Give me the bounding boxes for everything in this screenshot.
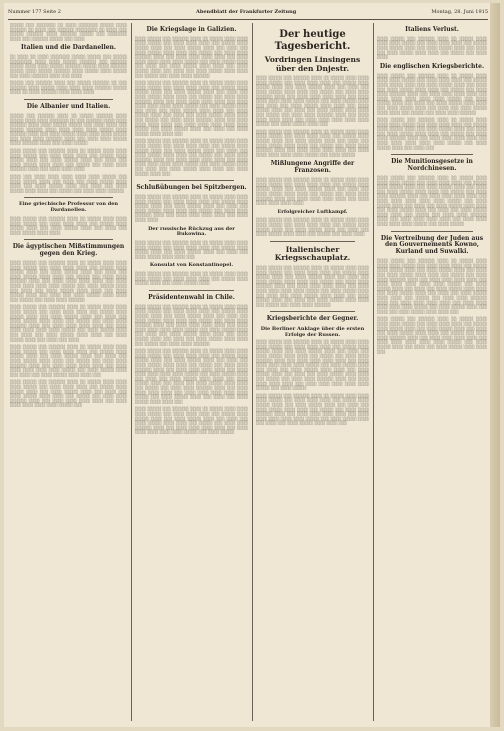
body-text: ░░░░ ░░░░░ ░░░ ░░░░░░ ░░░░ ░░ ░░░░░ ░░░░ ░░░░ ░░░░ ░░░░░ ░░░ ░░░░ ░░░░ ░░░░ ░░░ ░░░░░ ░░░░ ░░░░░ ░░░░ ░░░ ░░░░ ░░░░░ ░░░░ ░░░ ░░░░ ░░░ ░░░░ ░░░░░ ░░░░ ░░░░ ░░░ ░░░░░ ░░░ ░░░░ ░░░░ ░░░░░░ ░░░░ ░░░ ░░░░ ░░░░ ░░░░ ░░░░ ░░░ ░░░░ ░░░░ ░░░░ ░░░░ ░░░░ ░░░░░ ░░░ ░░░░ ░░░░░ ░░░░ ░░░ ░░░░ ░░░ ░░░░ ░░░░░ ░░░░ ░░░░ ░░░ ░░░░ ░░░░░ ░░░░ ░░░ ░░░░ ░░░ ░░░░ ░░░░░ ░░░░ ░░░░ ░░░ ░░░░░ ░░░ ░░░░ ░░░░ ░░░░░░ ░░░░ ░░░ ░░░░ ░░░░ ░░░░ ░░░░ ░░░ ░░░░ ░░░░ ░░░░ ░░░░ ░░░░ ░░░░░ ░░░ ░░░░ ░░░░░ ░░░░ ░░░ ░░░░ ░░░ ░░░░ ░░░░░ ░░░░ ░░░░ ░░░ — [135, 349, 248, 404]
column-rule — [131, 23, 132, 721]
body-text: ░░░░ ░░░░░ ░░░ ░░░░░░ ░░░░ ░░ ░░░░░ ░░░░ ░░░░ ░░░░ ░░░░░ ░░░ ░░░░ ░░░░ ░░░░ ░░░ ░░░░░ ░░░░ ░░░░░ ░░░░ ░░░ ░░░░ ░░░░░ ░░░░ ░░░ ░░░░ ░░░ ░░░░ ░░░░░ ░░░░ ░░░░ ░░░ ░░░░░ ░░░ ░░░░ ░░░░ ░░░░░░ ░░░░ ░░░ ░░░░ ░░░░ ░░░░ — [10, 149, 127, 172]
body-text: ░░░░ ░░░░░ ░░░ ░░░░░░ ░░░░ ░░ ░░░░░ ░░░░ ░░░░ ░░░░ ░░░░░ ░░░ ░░░░ ░░░░ ░░░░ ░░░ ░░░░░ ░░░░ ░░░░░ ░░░░ ░░░ ░░░░ ░░░░░ ░░░░ ░░░ ░░░░ ░░░ ░░░░ ░░░░░ ░░░░ ░░░░ ░░░ ░░░░░ ░░░ ░░░░ ░░░░ — [256, 218, 369, 237]
article-heading: Italienischer Kriegsschauplatz. — [274, 244, 351, 263]
column-2 — [135, 23, 248, 723]
body-text: ░░░░ ░░░░░ ░░░ ░░░░░░ ░░░░ ░░ ░░░░░ ░░░░ ░░░░ ░░░░ ░░░░░ ░░░ ░░░░ ░░░░ ░░░░ ░░░ ░░░░░ ░░░░ ░░░░░ ░░░░ ░░░ ░░░░ ░░░░░ ░░░░ ░░░ ░░░░ ░░░ ░░░░ ░░░░░ ░░░░ ░░░░ ░░░ ░░░░░ ░░░ ░░░░ ░░░░ ░░░░░░ ░░░░ ░░░ ░░░░ ░░░░ ░░░░ ░░░░ ░░░ ░░░░ ░░░░ ░░░░ ░░░░ ░░░░ ░░░░░ ░░░ ░░░░ ░░░░░ ░░░░ ░░░ ░░░░ ░░░ ░░░░ ░░░░░ ░░░░ ░░░░ ░░░ ░░░░ ░░░░░ ░░░░ ░░░ ░░░░ ░░░ ░░░░ ░░░░░ ░░░░ ░░░░ ░░░ ░░░░░ ░░░ ░░░░ ░░░░ ░░░░░░ ░░░░ ░░░ ░░░░ ░░░░ ░░░░ ░░░░ ░░░ ░░░░ ░░░░ ░░░░ ░░░░ ░░░░ ░░░░░ ░░░ ░░░░ ░░░░░ ░░░░ ░░░ — [256, 76, 369, 127]
body-text: ░░ ░░░░ ░░ ░░░░ ░░░░░░░ ░░░░░ ░░░░░ ░░░ ░░░░░ ░░░░░░░░ ░░░░ ░░░░ ░░░░░ ░░░░░░ ░░░ ░░░░░░ ░░░░░ ░░░░ ░░░░ ░░░░░ ░░░░░░ ░░░░░ ░░░░ ░░░░░░ ░░░░░ ░░░░ ░░░░░ ░░░░░░ ░░░░ ░░░░░ ░░░░ ░░░░░ ░░░ ░░░░ ░░░░░░ ░░░░ ░░░ ░░░░ — [10, 55, 127, 78]
page-fold-shadow — [490, 3, 500, 727]
body-text: ░░░░ ░░░░░ ░░░ ░░░░░░ ░░░░ ░░ ░░░░░ ░░░░ ░░░░ ░░░░ ░░░░░ ░░░ ░░░░ ░░░░ ░░░░ ░░░ ░░░░░ ░░░░ ░░░░░ ░░░░ ░░░ ░░░░ ░░░░░ ░░░░ ░░░ ░░░░ ░░░ ░░░░ ░░░░░ ░░░░ ░░░░ ░░░ ░░░░░ ░░░ ░░░░ ░░░░ ░░░░░░ ░░░░ ░░░ ░░░░ ░░░░ ░░░░ ░░░░ ░░░ ░░░░ ░░░░ ░░░░ ░░░░ ░░░░ ░░░░░ ░░░ ░░░░ ░░░░░ ░░░░ ░░░ ░░░░ ░░░ ░░░░ ░░░░░ ░░░░ ░░░░ ░░░ — [10, 345, 127, 377]
issue-date: Montag, 28. Juni 1915 — [431, 9, 488, 15]
article-heading: Die Kriegslage in Galizien. — [146, 26, 237, 33]
body-text: ░░░░ ░░░░░ ░░░ ░░░░░░ ░░░░ ░░ ░░░░░ ░░░░ ░░░░ ░░░░ ░░░░░ ░░░ ░░░░ ░░░░ ░░░░ ░░░ ░░░░░ ░░░░ ░░░░░ ░░░░ ░░░ ░░░░ ░░░░░ ░░░░ ░░░ ░░░░ ░░░ ░░░░ ░░░░░ ░░░░ ░░░░ — [10, 216, 127, 235]
body-text: ░░░░ ░░░░░ ░░░ ░░░░░░ ░░░░ ░░ ░░░░░ ░░░░ ░░░░ ░░░░ ░░░░░ ░░░ ░░░░ ░░░░ ░░░░ ░░░ ░░░░░ ░░░░ ░░░░░ ░░░░ ░░░ ░░░░ ░░░░░ ░░░░ ░░░ ░░░░ ░░░ ░░░░ ░░░░░ ░░░░ ░░░░ ░░░ ░░░░░ ░░░ ░░░░ ░░░░ ░░░░░░ ░░░░ ░░░ ░░░░ ░░░░ ░░░░ ░░░░ ░░░ ░░░░ ░░░░ ░░░░ ░░░░ ░░░░ ░░░░░ ░░░ ░░░░ ░░░░░ ░░░░ ░░░ ░░░░ ░░░ ░░░░ ░░░░░ ░░░░ ░░░░ ░░░ ░░░░ ░░░░░ ░░░░ ░░░ ░░░░ ░░░ ░░░░ ░░░░░ ░░░░ ░░░░ ░░░ ░░░░░ ░░░ ░░░░ ░░░░ ░░░░░░ ░░░░ ░░░ ░░░░ ░░░░ ░░░░ ░░░░ ░░░ ░░░░ ░░░░ ░░░░ ░░░░ ░░░░ ░░░░░ ░░░ ░░░░ ░░░░░ ░░░░ ░░░ ░░░░ ░░░ ░░░░ ░░░░░ ░░░░ ░░░░ ░░░ — [377, 259, 487, 314]
body-text: ░░░░ ░░░░░ ░░░ ░░░░░░ ░░░░ ░░ ░░░░░ ░░░░ ░░░░ ░░░░ ░░░░░ ░░░ ░░░░ ░░░░ ░░░░ ░░░ ░░░░░ ░░░░ ░░░░░ ░░░░ ░░░ ░░░░ ░░░░░ ░░░░ ░░░ ░░░░ ░░░ ░░░░ ░░░░░ ░░░░ ░░░░ ░░░ ░░░░░ ░░░ ░░░░ ░░░░ ░░░░░░ ░░░░ ░░░ ░░░░ ░░░░ ░░░░ ░░░░ ░░░ ░░░░ ░░░░ ░░░░ ░░░░ ░░░░ — [256, 178, 369, 206]
column-3 — [256, 23, 369, 723]
column-rule — [373, 23, 374, 721]
column-rule — [252, 23, 253, 721]
article-heading: Italiens Verlust. — [405, 26, 459, 33]
column-4 — [377, 23, 487, 723]
body-text: ░░░░ ░░░ ░░░░ ░░░░ ░░░░ ░░░░ ░░░░ ░░░░░ ░░░ ░░░░ ░░░░░ ░░░░ ░░░ ░░░░ ░░░ ░░░░ ░░░░░ ░░░░ ░░░░ ░░░ ░░░░ ░░░░░ ░░░░ ░░░ ░░░░ ░░░ ░░░░ ░░░░░ ░░░░ ░░░░ ░░░ ░░░░░ ░░░ ░░░░ ░░░░ ░░░░░░ — [10, 175, 127, 193]
page-number: Nummer 177 Seite 2 — [8, 9, 61, 15]
article-heading: Der russische Rückzug aus der Bukowina. — [148, 225, 235, 238]
body-text: ░░░░ ░░░░░ ░░░ ░░░░░░ ░░░░ ░░ ░░░░░ ░░░░ ░░░░ ░░░░ ░░░░░ ░░░ ░░░░ ░░░░ ░░░░ ░░░ ░░░░░ ░░░░ ░░░░░ ░░░░ ░░░ ░░░░ ░░░░░ ░░░░ — [135, 272, 248, 286]
masthead-title: Abendblatt der Frankfurter Zeitung — [195, 9, 297, 15]
article-heading: Die englischen Kriegsberichte. — [379, 62, 485, 70]
body-text: ░░░░ ░░░░░ ░░░ ░░░░░░ ░░░░ ░░ ░░░░░ ░░░░ ░░░░ ░░░░ ░░░░░ ░░░ ░░░░ ░░░░ ░░░░ ░░░ ░░░░░ ░░░░ ░░░░░ ░░░░ ░░░ ░░░░ ░░░░░ ░░░░ ░░░ ░░░░ ░░░ ░░░░ ░░░░░ ░░░░ ░░░░ ░░░ ░░░░░ ░░░ ░░░░ ░░░░ ░░░░░░ ░░░░ ░░░ ░░░░ ░░░░ ░░░░ ░░░░ ░░░ ░░░░ ░░░░ ░░░░ ░░░░ ░░░░ ░░░░░ ░░░ ░░░░ ░░░░░ ░░░░ ░░░ ░░░░ ░░░ ░░░░ ░░░░░ ░░░░ ░░░░ ░░░ ░░░░ ░░░░░ ░░░░ ░░░ ░░░░ ░░░ ░░░░ ░░░░░ ░░░░ ░░░░ ░░░ ░░░░░ ░░░ ░░░░ ░░░░ ░░░░░░ — [135, 304, 248, 346]
article-heading: Eine griechische Professur von den Dardanellen. — [18, 201, 119, 214]
separator — [270, 311, 355, 312]
article-subheading: Die Berliner Anklage über die ersten Erfolge der Russen. — [260, 326, 365, 339]
body-text: ░░░░ ░░░░░ ░░░ ░░░░░░ ░░░░ ░░ ░░░░░ ░░░░ ░░░░ ░░░░ ░░░░░ ░░░ ░░░░ ░░░░ ░░░░ ░░░ ░░░░░ ░░░░ ░░░░░ ░░░░ ░░░ ░░░░ ░░░░░ ░░░░ ░░░ ░░░░ ░░░ ░░░░ ░░░░░ ░░░░ ░░░░ ░░░ ░░░░░ ░░░ ░░░░ ░░░░ ░░░░░░ ░░░░ ░░░ ░░░░ ░░░░ ░░░░ ░░░░ ░░░ ░░░░ ░░░░ ░░░░ ░░░░ ░░░░ ░░░░░ ░░░ — [10, 380, 127, 408]
article-subheading: Vordringen Linsingens über den Dnjestr. — [264, 55, 361, 73]
article-heading: Der heutige Tagesbericht. — [274, 29, 351, 52]
article-heading: Schlußübungen bei Spitzbergen. — [136, 184, 247, 192]
body-text: ░░░░ ░░░░░ ░░░ ░░░░░░ ░░░░ ░░ ░░░░░ ░░░░ ░░░░ ░░░░ ░░░░░ ░░░ ░░░░ ░░░░ ░░░░ ░░░ ░░░░░ ░░░░ ░░░░░ ░░░░ ░░░ ░░░░ ░░░░░ ░░░░ ░░░ ░░░░ ░░░ ░░░░ ░░░░░ ░░░░ ░░░░ ░░░ ░░░░░ ░░░ ░░░░ ░░░░ ░░░░░░ ░░░░ ░░░ ░░░░ ░░░░ ░░░░ ░░░░ ░░░ ░░░░ ░░░░ ░░░░ ░░░░ ░░░░ ░░░░░ ░░░ ░░░░ ░░░░░ ░░░░ ░░░ ░░░░ ░░░ ░░░░ ░░░░░ ░░░░ ░░░░ ░░░ — [256, 393, 369, 426]
body-text: ░░░░ ░░░░░ ░░░ ░░░░░░ ░░░░ ░░ ░░░░░ ░░░░ ░░░░ ░░░░ ░░░░░ ░░░ ░░░░ ░░░░ ░░░░ ░░░ ░░░░░ ░░░░ ░░░░░ ░░░░ ░░░ ░░░░ ░░░░░ ░░░░ ░░░ ░░░░ ░░░ ░░░░ ░░░░░ ░░░░ ░░░░ ░░░ ░░░░░ ░░░ ░░░░ ░░░░ ░░░░░░ ░░░░ ░░░ ░░░░ ░░░░ ░░░░ ░░░░ ░░░ ░░░░ ░░░░ ░░░░ ░░░░ ░░░░ ░░░░░ ░░░ ░░░░ ░░░░░ ░░░░ ░░░ ░░░░ ░░░ ░░░░ ░░░░░ ░░░░ ░░░░ ░░░ ░░░░ ░░░░░ ░░░░ ░░░ ░░░░ ░░░ ░░░░ — [10, 305, 127, 342]
body-text: ░░░░ ░░░░░ ░░░ ░░░░░░ ░░░░ ░░ ░░░░░ ░░░░ ░░░░ ░░░░ ░░░░░ ░░░ ░░░░ ░░░░ ░░░░ ░░░ ░░░░░ ░░░░ ░░░░░ ░░░░ ░░░ ░░░░ ░░░░░ ░░░░ ░░░ ░░░░ ░░░ ░░░░ ░░░░░ ░░░░ ░░░░ ░░░ ░░░░░ ░░░ ░░░░ ░░░░ ░░░░░░ ░░░░ ░░░ ░░░░ ░░░░ ░░░░ ░░░░ ░░░ ░░░░ ░░░░ ░░░░ ░░░░ ░░░░ ░░░░░ ░░░ ░░░░ ░░░░░ ░░░░ ░░░ ░░░░ ░░░ ░░░░ ░░░░░ ░░░░ ░░░░ ░░░ ░░░░ ░░░░░ ░░░░ ░░░ ░░░░ ░░░ ░░░░ ░░░░░ ░░░░ ░░░░ ░░░ ░░░░░ ░░░ ░░░░ ░░░░ ░░░░░░ — [377, 73, 487, 115]
article-heading: Präsidentenwahl in Chile. — [148, 293, 235, 301]
body-text: ░░░░ ░░░░░ ░░░ ░░░░░░ ░░░░ ░░ ░░░░░ ░░░░ ░░░░ ░░░░ ░░░░░ ░░░ ░░░░ ░░░░ ░░░░ ░░░ ░░░░░ ░░░░ ░░░░░ ░░░░ ░░░ ░░░░ ░░░░░ ░░░░ ░░░ ░░░░ ░░░ ░░░░ ░░░░░ ░░░░ ░░░░ ░░░ ░░░░░ ░░░ ░░░░ ░░░░ ░░░░░░ ░░░░ ░░░ ░░░░ ░░░░ ░░░░ ░░░░ ░░░ ░░░░ ░░░░ ░░░░ ░░░░ ░░░░ ░░░░░ ░░░ ░░░░ ░░░░░ ░░░░ ░░░ ░░░░ ░░░ ░░░░ ░░░░░ ░░░░ ░░░░ ░░░ ░░░░ ░░░░░ ░░░░ ░░░ ░░░░ ░░░ ░░░░ ░░░░░ ░░░░ ░░░░ ░░░ ░░░░░ ░░░ ░░░░ ░░░░ ░░░░░░ — [135, 36, 248, 78]
article-heading: Die Albanier und Italien. — [26, 103, 111, 111]
separator — [149, 290, 234, 291]
article-heading: Konsulat von Konstantinopel. — [149, 262, 234, 269]
body-text: ░░░░ ░░░░░ ░░░ ░░░░░░ ░░░░ ░░ ░░░░░ ░░░░ ░░░░ ░░░░ ░░░░░ ░░░ ░░░░ ░░░░ ░░░░ ░░░ ░░░░░ ░░░░ ░░░░░ ░░░░ ░░░ ░░░░ ░░░░░ ░░░░ ░░░ ░░░░ ░░░ ░░░░ ░░░░░ ░░░░ ░░░░ ░░░ ░░░░░ ░░░ ░░░░ ░░░░ ░░░░░░ ░░░░ ░░░ ░░░░ ░░░░ ░░░░ ░░░░ ░░░ ░░░░ ░░░░ ░░░░ ░░░░ ░░░░ ░░░░░ ░░░ ░░░░ ░░░░░ — [135, 407, 248, 435]
body-text: ░░░░ ░░░░░ ░░░ ░░░░░░ ░░░░ ░░ ░░░░░ ░░░░ ░░░░ ░░░░ ░░░░░ ░░░ ░░░░ ░░░░ ░░░░ ░░░ ░░░░░ ░░░░ ░░░░░ ░░░░ ░░░ ░░░░ ░░░░░ ░░░░ ░░░ ░░░░ ░░░ ░░░░ ░░░░░ ░░░░ ░░░░ ░░░ ░░░░░ ░░░ ░░░░ ░░░░ ░░░░░░ ░░░░ ░░░ ░░░░ ░░░░ ░░░░ ░░░░ ░░░ ░░░░ ░░░░ ░░░░ ░░░░ ░░░░ ░░░░░ ░░░ ░░░░ ░░░░░ ░░░░ ░░░ ░░░░ ░░░ — [377, 118, 487, 150]
separator — [270, 241, 355, 242]
body-text: ░░░░░ ░░░ ░░░░░░ ░░░░ ░░ ░░░░░ ░░░░░░ ░░░░ ░░░░░ ░░░░ ░░░░ ░░░░░░░ ░░ ░░░ ░░░░░░ ░░░░ ░░░░ ░░░░░░ ░░░░ ░░░░ ░░░░░ ░░░░░ ░░░ ░░░░ ░░░░ ░░░ ░░░░░ ░░░░░░ ░░░░ ░░░░ ░░░░ ░░░░ ░░░░░ ░░░░ ░░░░░░ ░░░░ ░░░ ░░░░ ░░░░░ ░░░░ ░░░░ ░░░░ ░░░░░ ░░░ ░░░░ ░░░░ ░░░░░░ ░░░░ ░░░ ░░░░ ░░░░ ░░░░░ ░░░░ ░░░░░░ ░░░░ ░░░ ░░░░ ░░░░░ — [10, 113, 127, 146]
article-heading: Die Vertreibung der Juden aus den Gouvernements Kowno, Kurland und Suwalki. — [380, 234, 484, 256]
separator — [149, 180, 234, 181]
body-text: ░░░░ ░░░░░ ░░░ ░░░░░░ ░░░░ ░░ ░░░░░ ░░░░ ░░░░ ░░░░ ░░░░░ ░░░ ░░░░ ░░░░ ░░░░ ░░░ ░░░░░ ░░░░ ░░░░░ ░░░░ ░░░ ░░░░ ░░░░░ ░░░░ ░░░ ░░░░ ░░░ ░░░░ ░░░░░ ░░░░ ░░░░ ░░░ ░░░░░ ░░░ ░░░░ ░░░░ ░░░░░░ ░░░░ ░░░ ░░░░ ░░░░ ░░░░ ░░░░ ░░░ ░░░░ ░░░░ ░░░░ ░░░░ ░░░░ ░░░░░ ░░░ ░░░░ ░░░░░ ░░░░ ░░░ ░░░░ ░░░ ░░░░ ░░░░░ ░░░░ ░░░░ ░░░ ░░░░ ░░░░░ ░░░░ ░░░ ░░░░ ░░░ ░░░░ ░░░░░ ░░░░ ░░░░ ░░░ ░░░░░ ░░░ ░░░░ ░░░░ ░░░░░░ ░░░░ ░░░ ░░░░ ░░░░ ░░░░ ░░░░ ░░░ ░░░░ ░░░░ ░░░░ ░░░░ ░░░░ ░░░░░ ░░░ ░░░░ ░░░░░ — [256, 340, 369, 391]
article-heading: Die ägyptischen Mißstimmungen gegen den Krieg. — [12, 243, 125, 258]
body-text: ░░░░ ░░░░░ ░░░ ░░░░░░ ░░░░ ░░ ░░░░░ ░░░░ ░░░░ ░░░░ ░░░░░ ░░░ ░░░░ ░░░░ ░░░░ ░░░ ░░░░░ ░░░░ ░░░░░ ░░░░ ░░░ ░░░░ ░░░░░ ░░░░ ░░░ ░░░░ ░░░ ░░░░ ░░░░░ ░░░░ ░░░░ ░░░ ░░░░░ ░░░ ░░░░ ░░░░ ░░░░░░ ░░░░ ░░░ ░░░░ ░░░░ ░░░░ ░░░░ ░░░ ░░░░ ░░░░ ░░░░ ░░░░ ░░░░ ░░░░░ ░░░ ░░░░ ░░░░░ ░░░░ ░░░ ░░░░ ░░░ ░░░░ ░░░░░ ░░░░ ░░░░ ░░░ ░░░░ ░░░░░ ░░░░ ░░░ ░░░░ ░░░ ░░░░ ░░░░░ ░░░░ ░░░░ ░░░ ░░░░░ ░░░ ░░░░ ░░░░ ░░░░░░ ░░░░ ░░░ ░░░░ ░░░░ ░░░░ ░░░░ ░░░ ░░░░ ░░░░ ░░░░ ░░░░ ░░░░ ░░░░░ ░░░ ░░░░ ░░░░░ — [377, 176, 487, 226]
article-heading: Erfolgreicher Luftkampf. — [277, 208, 348, 215]
separator — [391, 231, 473, 232]
body-text: ░░░░ ░░░░░ ░░░ ░░░░░░ ░░░░ ░░ ░░░░░ ░░░░ ░░░░ ░░░░ ░░░░░ ░░░ ░░░░ ░░░░ ░░░░ ░░░ ░░░░░ ░░░░ ░░░░░ ░░░░ ░░░ ░░░░ ░░░░░ ░░░░ ░░░ ░░░░ ░░░ ░░░░ ░░░░░ ░░░░ ░░░░ ░░░ ░░░░░ ░░░ ░░░░ ░░░░ ░░░░░░ ░░░░ ░░░ ░░░░ ░░░░ ░░░░ ░░░░ ░░░ ░░░░ ░░░░ ░░░░ ░░░░ ░░░░ ░░░░░ ░░░ ░░░░ ░░░░░ ░░░░ ░░░ ░░░░ ░░░ ░░░░ ░░░░░ ░░░░ ░░░░ ░░░ ░░░░ ░░░░░ ░░░░ ░░░ — [135, 139, 248, 176]
body-text: ░░░░ ░░░░░ ░░░ ░░░░░░ ░░░░ ░░ ░░░░░ ░░░░ ░░░░ ░░░░ ░░░░░ ░░░ ░░░░ ░░░░ ░░░░ ░░░ ░░░░░ ░░░░ ░░░░░ ░░░░ ░░░ ░░░░ ░░░░░ ░░░░ ░░░ ░░░░ ░░░ ░░░░ ░░░░░ ░░░░ ░░░░ ░░░ ░░░░░ ░░░ ░░░░ ░░░░ ░░░░░░ ░░░░ ░░░ ░░░░ ░░░░ ░░░░ ░░░░ ░░░ ░░░░ ░░░░ ░░░░ ░░░░ ░░░░ ░░░░░ ░░░ ░░░░ ░░░░░ ░░░░ ░░░ ░░░░ ░░░ ░░░░ ░░░░░ ░░░░ ░░░░ ░░░ ░░░░ ░░░░░ ░░░░ ░░░ ░░░░ ░░░ ░░░░ ░░░░░ ░░░░ ░░░░ ░░░ ░░░░░ ░░░ ░░░░ ░░░░ ░░░░░░ ░░░░ ░░░ ░░░░ ░░░░ ░░░░ ░░░░ ░░░ ░░░░ ░░░░ ░░░░ ░░░░ ░░░░ ░░░░░ ░░░ ░░░░ ░░░░░ ░░░░ ░░░ ░░░░ ░░░ ░░░░ ░░░░░ ░░░░ ░░░░ ░░░ — [135, 81, 248, 136]
separator — [391, 154, 473, 155]
separator — [24, 239, 113, 240]
body-text: ░░░░ ░░░░░ ░░░ ░░░░░░ ░░░░ ░░ ░░░░░ ░░░░ ░░░░ ░░░░ ░░░░░ ░░░ ░░░░ ░░░░ ░░░░ ░░░ ░░░░░ ░░░░ ░░░░░ ░░░░ ░░░ ░░░░ ░░░░░ ░░░░ ░░░ ░░░░ ░░░ ░░░░ ░░░░░ ░░░░ ░░░░ ░░░ ░░░░░ ░░░ ░░░░ ░░░░ ░░░░░░ ░░░░ ░░░ ░░░░ ░░░░ ░░░░ ░░░░ ░░░ ░░░░ ░░░░ ░░░░ ░░░░ ░░░░ ░░░░░ ░░░ ░░░░ ░░░░░ ░░░░ ░░░ ░░░░ ░░░ ░░░░ ░░░░░ ░░░░ ░░░░ ░░░ ░░░░ ░░░░░ ░░░░ ░░░ ░░░░ ░░░ ░░░░ ░░░░░ ░░░░ ░░░░ ░░░ ░░░░░ ░░░ ░░░░ ░░░░ ░░░░░░ — [256, 266, 369, 307]
body-text: ░░░░ ░░░░░ ░░░ ░░░░░░ ░░░░ ░░ ░░░░░ ░░░░ ░░░░ ░░░░ ░░░░░ ░░░ ░░░░ ░░░░ ░░░░ ░░░ ░░░░░ ░░░░ ░░░░░ ░░░░ ░░░ ░░░░ ░░░░░ ░░░░ ░░░ ░░░░ ░░░ ░░░░ ░░░░░ ░░░░ ░░░░ ░░░ ░░░░░ ░░░ ░░░░ ░░░░ ░░░░░░ ░░░░ ░░░ ░░░░ ░░░░ ░░░░ ░░░░ ░░░ ░░░░ ░░░░ ░░░░ ░░░░ ░░░░ ░░░░░ ░░░ ░░░░ ░░░░░ ░░░░ ░░░ ░░░░ ░░░ ░░░░ ░░░░░ ░░░░ ░░░░ ░░░ ░░░░ ░░░░░ ░░░░ ░░░ ░░░░ ░░░ ░░░░ ░░░░░ ░░░░ ░░░░ ░░░ ░░░░░ ░░░ ░░░░ ░░░░ ░░░░░░ — [10, 261, 127, 302]
body-text: ░░░░░ ░░░ ░░░░░░ ░░░░ ░░░ ░░░░░ ░░░░░░ ░░ ░░░ ░░░░░░ ░░░░ ░░░░░ ░░░░ ░░░░ ░░░░ ░░░░░░ ░░░░░ ░░░░ ░░ ░░░░ ░░░░░░ ░░░░ ░░░░ ░░░░ — [10, 81, 127, 95]
body-text: ░░░░░ ░░░ ░░░░░░░ ░░ ░░░░ ░░░░░░░ ░░░░░ ░░░░ ░░░░░░ ░░ ░░░░ ░░░ ░░░░░░ ░░░░░░░░ ░░ ░░░░ ░░░ ░░░░░ ░░░░░░ ░░░░ ░░░░░░ ░░░░░ ░░░ ░░░░░░░ ░░░░ ░░░ ░░░░░░ ░░░░░ ░░░ ░░░░ — [10, 23, 127, 41]
article-heading: Kriegsberichte der Gegner. — [266, 315, 359, 323]
article-heading: Die Munitionsgesetze in Nordchinesen. — [391, 158, 473, 173]
separator — [24, 197, 113, 198]
newspaper-page — [4, 3, 500, 727]
column-1 — [10, 23, 127, 723]
body-text: ░░░░ ░░░░░ ░░░ ░░░░░░ ░░░░ ░░ ░░░░░ ░░░░ ░░░░ ░░░░ ░░░░░ ░░░ ░░░░ ░░░░ ░░░░ ░░░ ░░░░░ ░░░░ ░░░░░ ░░░░ ░░░ ░░░░ ░░░░░ ░░░░ ░░░ ░░░░ ░░░ ░░░░ ░░░░░ ░░░░ ░░░░ ░░░ ░░░░░ ░░░ ░░░░ ░░░░ ░░░░░░ ░░░░ ░░░ ░░░░ ░░░░ ░░░░ ░░░░ ░░░ ░░░░ ░░░░ ░░░░ — [135, 195, 248, 222]
body-text: ░░░░ ░░░░░ ░░░ ░░░░░░ ░░░░ ░░ ░░░░░ ░░░░ ░░░░ ░░░░ ░░░░░ ░░░ ░░░░ ░░░░ ░░░░ ░░░ ░░░░░ ░░░░ ░░░░░ ░░░░ ░░░ ░░░░ ░░░░░ ░░░░ ░░░ ░░░░ ░░░ ░░░░ ░░░░░ ░░░░ ░░░░ ░░░ ░░░░░ ░░░ ░░░░ ░░░░ ░░░░░░ ░░░░ ░░░ ░░░░ ░░░░ ░░░░ ░░░░ ░░░ ░░░░ ░░░░ ░░░░ ░░░░ ░░░░ ░░░░░ ░░░ ░░░░ ░░░░░ ░░░░ ░░░ ░░░░ ░░░ ░░░░ ░░░░░ ░░░░ ░░░░ ░░░ — [377, 317, 487, 354]
body-text: ░░░░ ░░░░░ ░░░ ░░░░░░ ░░░░ ░░ ░░░░░ ░░░░ ░░░░ ░░░░ ░░░░░ ░░░ ░░░░ ░░░░ ░░░░ ░░░ ░░░░░ ░░░░ ░░░░░ ░░░░ ░░░ ░░░░ ░░░░░ ░░░░ ░░░ ░░░░ ░░░ ░░░░ ░░░░░ ░░░░ ░░░░ ░░░ ░░░░░ ░░░ ░░░░ ░░░░ ░░░░░░ ░░░░ ░░░ ░░░░ ░░░░ ░░░░ ░░░░ ░░░ ░░░░ ░░░░ ░░░░ ░░░░ ░░░░ ░░░░░ ░░░ ░░░░ ░░░░░ — [256, 129, 369, 157]
body-text: ░░░░ ░░░░░ ░░░ ░░░░░░ ░░░░ ░░ ░░░░░ ░░░░ ░░░░ ░░░░ ░░░░░ ░░░ ░░░░ ░░░░ ░░░░ ░░░ ░░░░░ ░░░░ ░░░░░ ░░░░ ░░░ ░░░░ ░░░░░ ░░░░ ░░░ ░░░░ ░░░ ░░░░ ░░░░░ ░░░░ ░░░░ ░░░ — [135, 241, 248, 259]
article-heading: Mißlungene Angriffe der Franzosen. — [270, 160, 355, 175]
separator — [24, 99, 113, 100]
body-text: ░░░░ ░░░░░ ░░░ ░░░░░░ ░░░░ ░░ ░░░░░ ░░░░ ░░░░ ░░░░ ░░░░░ ░░░ ░░░░ ░░░░ ░░░░ ░░░ ░░░░░ ░░░░ ░░░░░ ░░░░ ░░░ ░░░░ ░░░░░ ░░░░ ░░░ ░░░░ ░░░ ░░░░ ░░░░░ ░░░░ ░░░░ ░░░ ░░░░░ ░░░ ░░░░ ░░░░ — [377, 36, 487, 60]
article-heading: Italien und die Dardanellen. — [20, 44, 117, 52]
page-header — [8, 5, 488, 20]
